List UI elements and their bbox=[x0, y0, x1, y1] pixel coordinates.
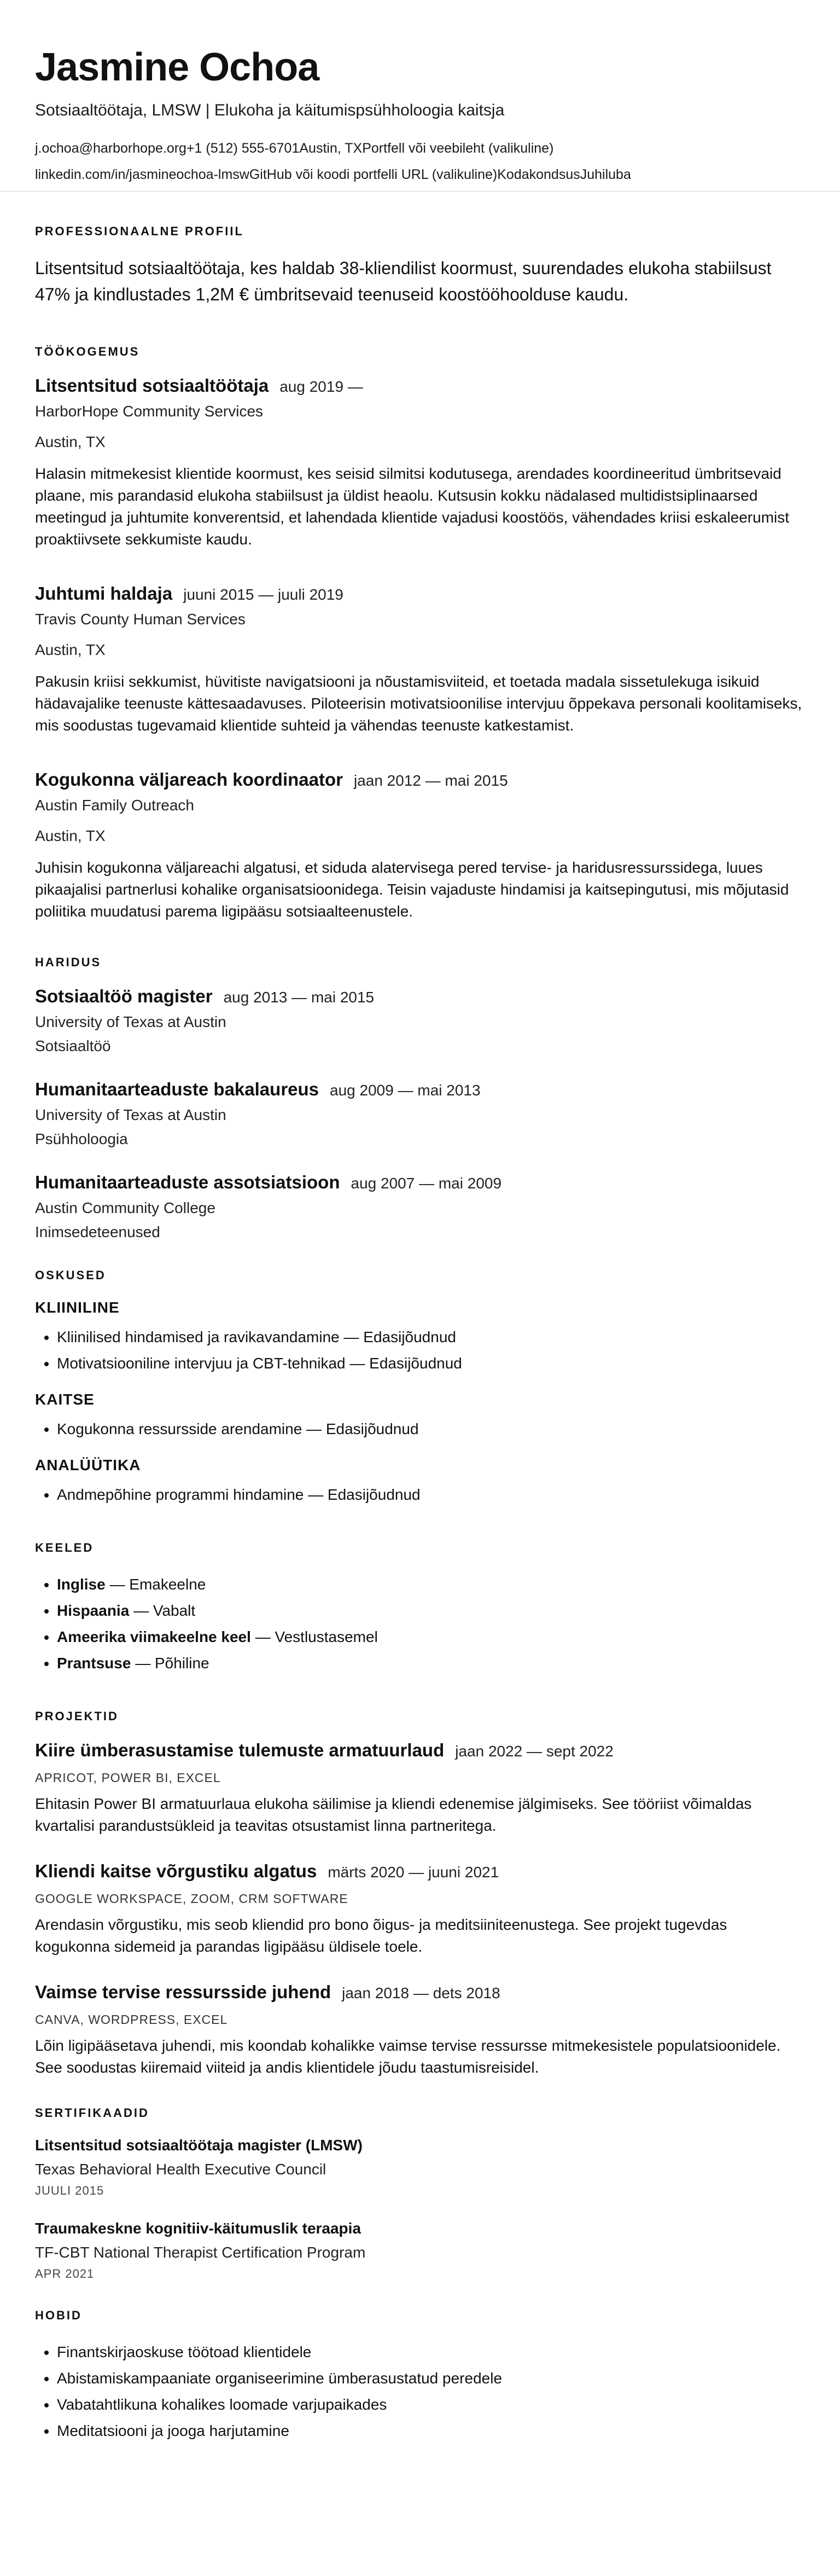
job-description: Halasin mitmekesist klientide koormust, kes seisid silmitsi kodutusega, arendades koordineeritud ümbritsevaid plaane, mis parandasid elukoha stabiilsust ja üldist heaolu. Kutsusin kokku nädalased multidistsiplinaarsed meetingud ja juhtumite konverentsid, et lahendada klientide vajadusi koostöös, vähendades kriisi eskaleerumist proaktiivsete sekkumiste kaudu. bbox=[35, 465, 790, 548]
language-item bbox=[57, 1650, 805, 1676]
cert-date: APR 2021 bbox=[35, 2266, 95, 2281]
degree-date: aug 2013 — mai 2015 bbox=[223, 988, 375, 1006]
hobby-list bbox=[35, 2339, 805, 2444]
skill-list bbox=[35, 1416, 805, 1442]
job-date: jaan 2012 — mai 2015 bbox=[353, 771, 508, 789]
language-item bbox=[57, 1598, 805, 1624]
hobby-item: • Meditatsiooni ja jooga harjutamine bbox=[57, 2418, 805, 2444]
contact-line[interactable]: j.ochoa@harborhope.org+1 (512) 555-6701Austin, TXPortfell või veebileht (valikuline) bbox=[35, 140, 554, 156]
school-name: University of Texas at Austin bbox=[35, 1106, 226, 1123]
cert-title: Traumakeskne kognitiiv-käitumuslik teraapia bbox=[35, 2219, 361, 2237]
cert-issuer: Texas Behavioral Health Executive Council bbox=[35, 2160, 326, 2178]
language-name: Inglise bbox=[57, 1575, 106, 1593]
candidate-title: Sotsiaaltöötaja, LMSW | Elukoha ja käitumispsühholoogia kaitsja bbox=[35, 101, 505, 119]
degree-title: Humanitaarteaduste assotsiatsioon bbox=[35, 1171, 340, 1192]
project-description: Lõin ligipääsetava juhendi, mis koondab kohalikke vaimse tervise ressursse mitmekesistele populatsioonidele. See soodustas kiiremaid viiteid ja andis klientidele jõudu taastumisreisidel. bbox=[35, 2037, 781, 2076]
section-heading-education: HARIDUS bbox=[35, 955, 102, 969]
hobby-item: • Abistamiskampaaniate organiseerimine ümberasustatud peredele bbox=[57, 2365, 805, 2392]
hobby-item: • Finantskirjaoskuse töötoad klientidele bbox=[57, 2339, 805, 2365]
skill-item: • Motivatsiooniline intervjuu ja CBT-tehnikad — Edasijõudnud bbox=[57, 1350, 805, 1377]
skill-group-title: KAITSE bbox=[35, 1390, 95, 1408]
language-level: — Emakeelne bbox=[109, 1575, 206, 1593]
school-name: Austin Community College bbox=[35, 1199, 215, 1216]
cert-issuer: TF-CBT National Therapist Certification Program bbox=[35, 2243, 366, 2261]
field-of-study: Sotsiaaltöö bbox=[35, 1037, 111, 1054]
project-date: märts 2020 — juuni 2021 bbox=[328, 1863, 499, 1881]
hobby-item: • Vabatahtlikuna kohalikes loomade varjupaikades bbox=[57, 2392, 805, 2418]
job-date: juuni 2015 — juuli 2019 bbox=[183, 585, 343, 603]
cert-date: JUULI 2015 bbox=[35, 2183, 104, 2197]
project-description: Ehitasin Power BI armatuurlaua elukoha säilimise ja kliendi edenemise jälgimiseks. See tööriist võimaldas kvartalisi parandustsükleid ja teavitas otsustamist linna partneritega. bbox=[35, 1795, 752, 1834]
project-title: Vaimse tervise ressursside juhend bbox=[35, 1981, 331, 2002]
language-item bbox=[57, 1624, 805, 1650]
job-title: Juhtumi haldaja bbox=[35, 583, 173, 604]
header-divider bbox=[0, 191, 840, 192]
project-title: Kliendi kaitse võrgustiku algatus bbox=[35, 1860, 317, 1881]
project-date: jaan 2018 — dets 2018 bbox=[342, 1984, 500, 2001]
section-heading-certifications: SERTIFIKAADID bbox=[35, 2105, 149, 2120]
skill-item: • Andmepõhine programmi hindamine — Edasijõudnud bbox=[57, 1482, 805, 1508]
job-title: Kogukonna väljareach koordinaator bbox=[35, 769, 343, 790]
contact-block bbox=[35, 135, 805, 188]
skill-group-title: KLIINILINE bbox=[35, 1298, 120, 1316]
language-level: — Vestlustasemel bbox=[255, 1628, 378, 1645]
project-date: jaan 2022 — sept 2022 bbox=[455, 1742, 614, 1760]
skill-item: • Kogukonna ressursside arendamine — Edasijõudnud bbox=[57, 1416, 805, 1442]
job-location: Austin, TX bbox=[35, 433, 106, 450]
language-list bbox=[35, 1571, 805, 1676]
certification-entry bbox=[35, 2220, 805, 2281]
language-level: — Põhiline bbox=[135, 1654, 209, 1672]
job-date: aug 2019 — bbox=[279, 378, 363, 395]
section-heading-experience: TÖÖKOGEMUS bbox=[35, 344, 140, 358]
cert-title: Litsentsitud sotsiaaltöötaja magister (LMSW) bbox=[35, 2136, 363, 2154]
project-title: Kiire ümberasustamise tulemuste armatuurlaud bbox=[35, 1739, 445, 1760]
job-description: Juhisin kogukonna väljareachi algatusi, et siduda alatervisega pered tervise- ja haridusressurssidega, luues pikaajalisi partnerlusi kohalike organisatsioonidega. Teisin vajaduste hindamisi ja kaitsepingutusi, mis mõjutasid poliitika muudatusi parema ligipääsu sotsiaalteenustele. bbox=[35, 858, 789, 920]
education-entry bbox=[35, 986, 805, 1055]
field-of-study: Inimsedeteenused bbox=[35, 1223, 160, 1240]
degree-date: aug 2007 — mai 2009 bbox=[351, 1174, 502, 1192]
job-organization: HarborHope Community Services bbox=[35, 402, 264, 420]
degree-title: Sotsiaaltöö magister bbox=[35, 985, 213, 1006]
project-tech: CANVA, WORDPRESS, EXCEL bbox=[35, 2012, 228, 2027]
skill-list bbox=[35, 1482, 805, 1508]
skill-list bbox=[35, 1324, 805, 1377]
section-heading-projects: PROJEKTID bbox=[35, 1709, 119, 1723]
field-of-study: Psühholoogia bbox=[35, 1130, 128, 1147]
language-name: Hispaania bbox=[57, 1602, 130, 1619]
language-name: Prantsuse bbox=[57, 1654, 131, 1672]
project-entry bbox=[35, 1861, 805, 1958]
skill-item: • Kliinilised hindamised ja ravikavandamine — Edasijõudnud bbox=[57, 1324, 805, 1350]
degree-title: Humanitaarteaduste bakalaureus bbox=[35, 1078, 319, 1099]
section-heading-hobbies: HOBID bbox=[35, 2308, 82, 2322]
language-name: Ameerika viimakeelne keel bbox=[57, 1628, 251, 1645]
project-tech: APRICOT, POWER BI, EXCEL bbox=[35, 1770, 221, 1785]
school-name: University of Texas at Austin bbox=[35, 1013, 226, 1030]
job-organization: Travis County Human Services bbox=[35, 610, 246, 628]
job-description: Pakusin kriisi sekkumist, hüvitiste navigatsiooni ja nõustamisviiteid, et toetada madala sissetulekuga isikuid hädavajalike teenuste kättesaadavuses. Piloteerisin motivatsioonilise intervjuu õppekava personali koolitamiseks, mis soodustas tugevamaid klientide suhteid ja vähendas teenuste katkestamist. bbox=[35, 672, 802, 734]
project-entry bbox=[35, 1740, 805, 1837]
section-heading-profile: PROFESSIONAALNE PROFIIL bbox=[35, 224, 244, 238]
education-entry bbox=[35, 1079, 805, 1148]
project-tech: GOOGLE WORKSPACE, ZOOM, CRM SOFTWARE bbox=[35, 1891, 348, 1906]
contact-line[interactable]: linkedin.com/in/jasmineochoa-lmswGitHub või koodi portfelli URL (valikuline)KodakondsusJuhiluba bbox=[35, 166, 631, 182]
section-heading-skills: OSKUSED bbox=[35, 1268, 106, 1282]
candidate-name: Jasmine Ochoa bbox=[35, 45, 319, 89]
job-location: Austin, TX bbox=[35, 827, 106, 844]
degree-date: aug 2009 — mai 2013 bbox=[330, 1081, 481, 1099]
profile-summary: Litsentsitud sotsiaaltöötaja, kes haldab 38-kliendilist koormust, suurendades elukoha stabiilsust 47% ja kindlustades 1,2M € ümbritsevaid teenuseid koostööhoolduse kaudu. bbox=[35, 258, 772, 304]
skill-group-title: ANALÜÜTIKA bbox=[35, 1456, 141, 1473]
job-organization: Austin Family Outreach bbox=[35, 796, 194, 814]
education-entry bbox=[35, 1172, 805, 1241]
language-level: — Vabalt bbox=[133, 1602, 196, 1619]
section-heading-languages: KEELED bbox=[35, 1540, 94, 1554]
language-item bbox=[57, 1571, 805, 1598]
job-location: Austin, TX bbox=[35, 641, 106, 658]
project-entry bbox=[35, 1982, 805, 2079]
experience-entry bbox=[35, 375, 805, 550]
project-description: Arendasin võrgustiku, mis seob kliendid pro bono õigus- ja meditsiiniteenustega. See projekt tugevdas kogukonna sidemeid ja parandas ligipääsu üldisele toele. bbox=[35, 1916, 727, 1955]
experience-entry bbox=[35, 769, 805, 923]
job-title: Litsentsitud sotsiaaltöötaja bbox=[35, 375, 269, 396]
certification-entry bbox=[35, 2137, 805, 2198]
experience-entry bbox=[35, 583, 805, 736]
